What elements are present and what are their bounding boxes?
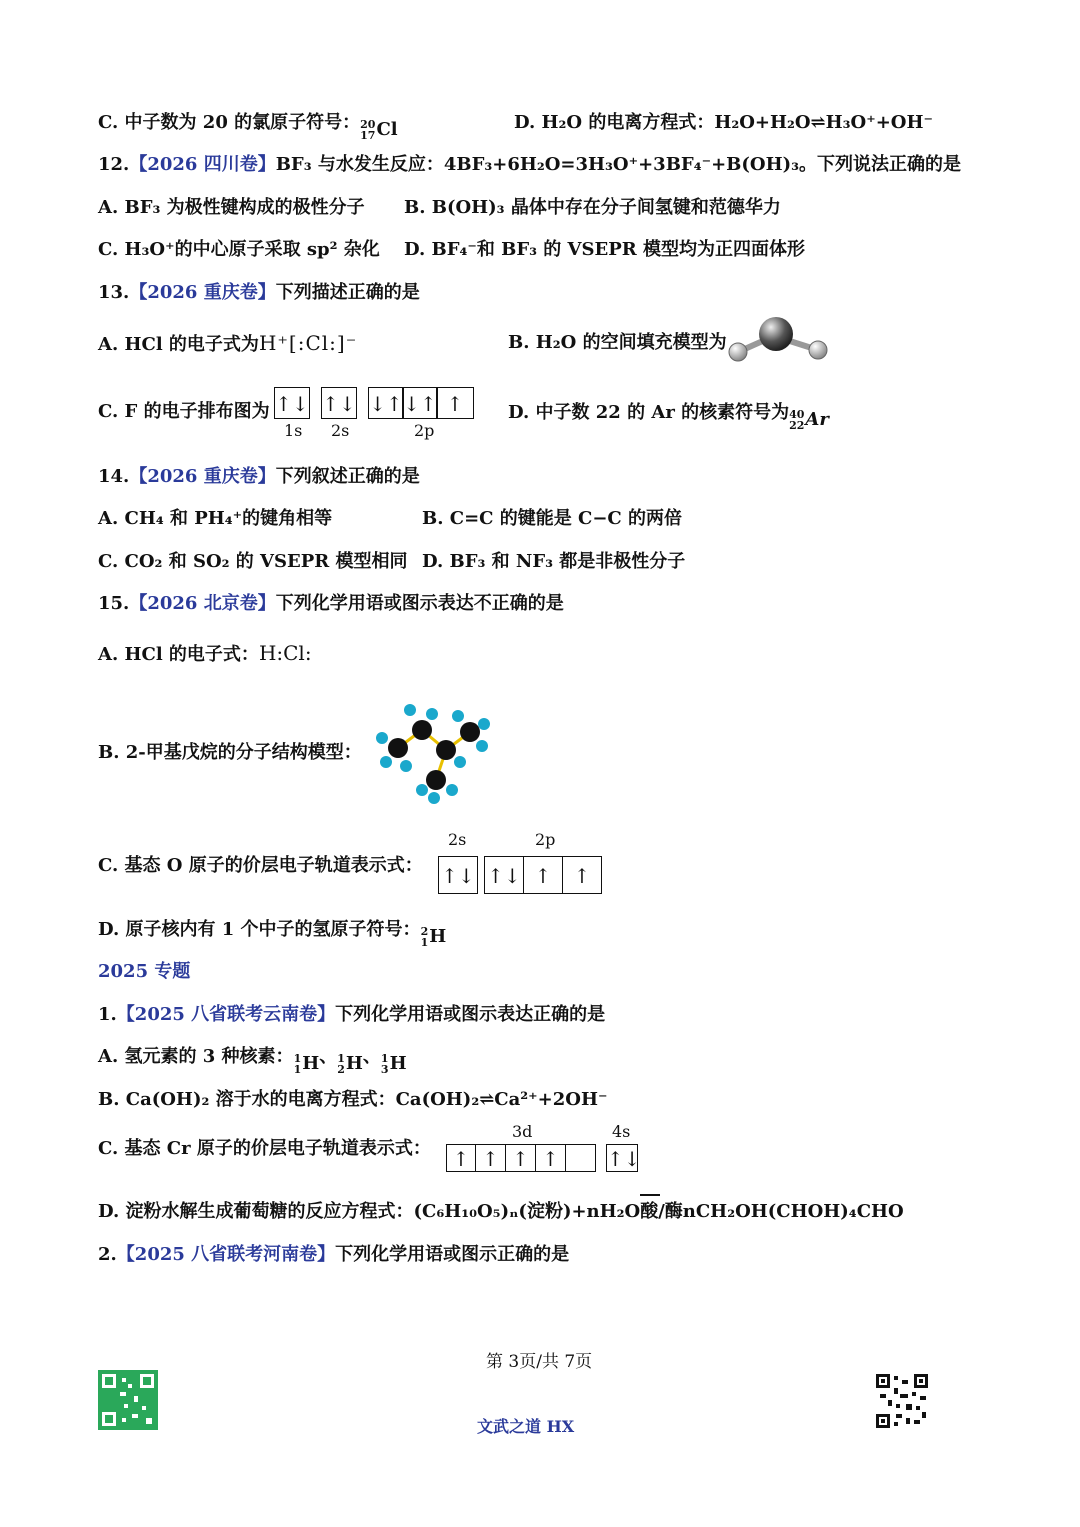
option-11d: D. H₂O 的电离方程式：H₂O+H₂O⇌H₃O⁺+OH⁻ bbox=[514, 112, 933, 133]
page-number: 第 3页/共 7页 bbox=[486, 1352, 593, 1372]
option-14a: A. CH₄ 和 PH₄⁺的键角相等 bbox=[98, 508, 333, 529]
hcl-electron-formula-2: H:Cl: bbox=[258, 641, 312, 665]
water-space-filling-model bbox=[724, 316, 834, 364]
option-2025-1b: B. Ca(OH)₂ 溶于水的电离方程式：Ca(OH)₂⇌Ca²⁺+2OH⁻ bbox=[98, 1089, 608, 1110]
question-15: 15.【2026 北京卷】下列化学用语或图示表达不正确的是 bbox=[98, 593, 564, 614]
question-2025-2: 2.【2025 八省联考河南卷】下列化学用语或图示正确的是 bbox=[98, 1244, 570, 1265]
reaction-arrow-icon bbox=[640, 1194, 660, 1196]
option-2025-1c: C. 基态 Cr 原子的价层电子轨道表示式： bbox=[98, 1138, 431, 1159]
hcl-electron-formula: H⁺[:Cl:]⁻ bbox=[258, 331, 358, 355]
question-12: 12.【2026 四川卷】BF₃ 与水发生反应：4BF₃+6H₂O=3H₃O⁺+3BF₄⁻+B(OH)₃。下列说法正确的是 bbox=[98, 154, 961, 175]
question-14: 14.【2026 重庆卷】下列叙述正确的是 bbox=[98, 466, 420, 487]
option-14d: D. BF₃ 和 NF₃ 都是非极性分子 bbox=[422, 551, 686, 572]
qr-code-right-icon bbox=[876, 1374, 928, 1428]
option-12d: D. BF₄⁻和 BF₃ 的 VSEPR 模型均为正四面体形 bbox=[404, 239, 805, 260]
option-2025-1d: D. 淀粉水解生成葡萄糖的反应方程式：(C₆H₁₀O₅)ₙ(淀粉)+nH₂O酸/酶nCH₂OH(CHOH)₄CHO bbox=[98, 1201, 904, 1222]
footer-brand: 文武之道 HX bbox=[477, 1417, 575, 1436]
option-14b: B. C=C 的键能是 C−C 的两倍 bbox=[422, 508, 683, 529]
option-12a: A. BF₃ 为极性键构成的极性分子 bbox=[98, 197, 365, 218]
option-14c: C. CO₂ 和 SO₂ 的 VSEPR 模型相同 bbox=[98, 551, 408, 572]
option-13b: B. H₂O 的空间填充模型为 bbox=[508, 332, 727, 353]
option-12b: B. B(OH)₃ 晶体中存在分子间氢键和范德华力 bbox=[404, 197, 781, 218]
option-12c: C. H₃O⁺的中心原子采取 sp² 杂化 bbox=[98, 239, 380, 260]
methylpentane-ball-stick-model bbox=[372, 700, 494, 806]
option-13a: A. HCl 的电子式为H⁺[:Cl:]⁻ bbox=[98, 331, 358, 355]
option-15d: D. 原子核内有 1 个中子的氢原子符号： 2 1 H bbox=[98, 919, 447, 949]
question-2025-1: 1.【2025 八省联考云南卷】下列化学用语或图示表达正确的是 bbox=[98, 1004, 606, 1025]
option-13d: D. 中子数 22 的 Ar 的核素符号为 40 22 Ar bbox=[508, 402, 829, 432]
option-13c: C. F 的电子排布图为 bbox=[98, 401, 270, 422]
section-2025: 2025 专题 bbox=[98, 961, 191, 982]
option-15b: B. 2-甲基戊烷的分子结构模型： bbox=[98, 742, 362, 763]
option-11c: C. 中子数为 20 的氯原子符号： 20 17 Cl bbox=[98, 112, 398, 142]
question-13: 13.【2026 重庆卷】下列描述正确的是 bbox=[98, 282, 420, 303]
option-15a: A. HCl 的电子式：H:Cl: bbox=[98, 641, 312, 665]
qr-code-left-icon bbox=[98, 1370, 158, 1430]
option-2025-1a: A. 氢元素的 3 种核素： 1 1 H 、 1 2 H 、 1 3 H bbox=[98, 1046, 407, 1076]
option-15c: C. 基态 O 原子的价层电子轨道表示式： bbox=[98, 855, 423, 876]
